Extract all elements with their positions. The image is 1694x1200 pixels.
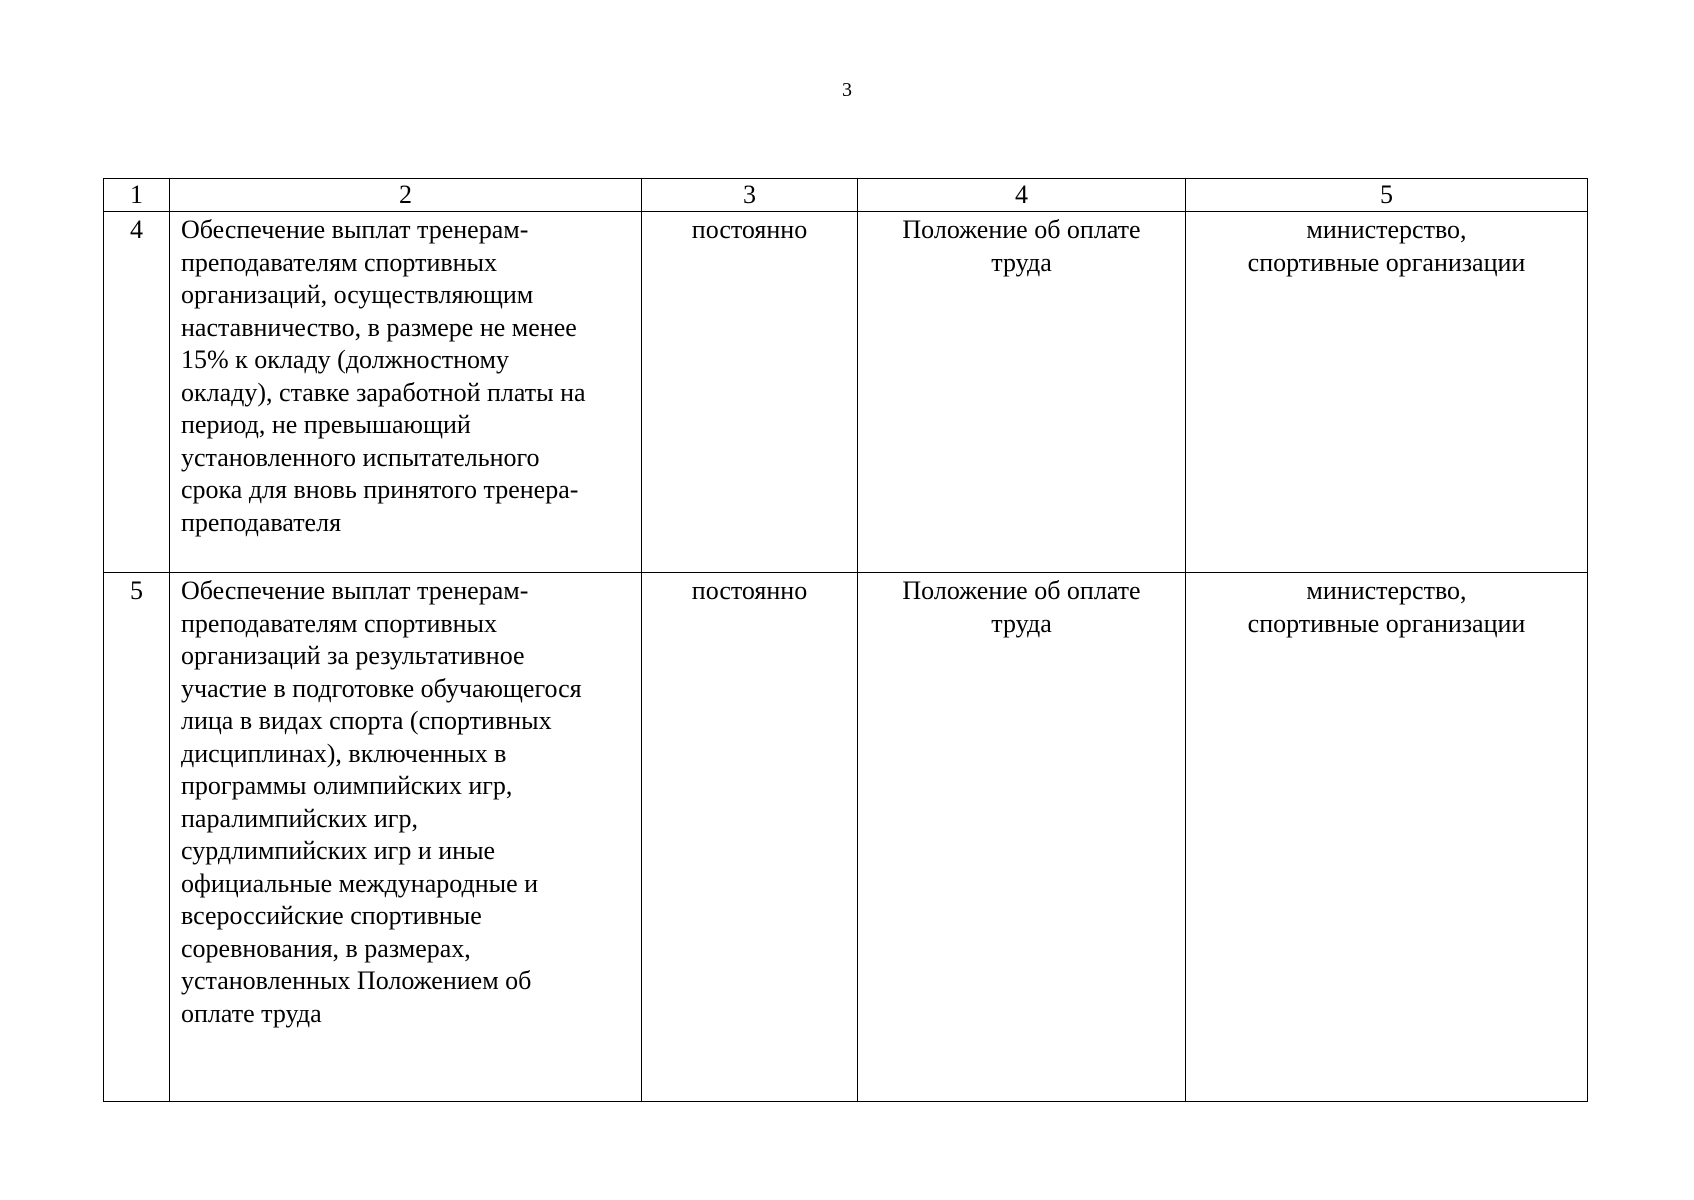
header-cell-2: 2 — [170, 179, 642, 212]
header-cell-4: 4 — [858, 179, 1186, 212]
description-line: преподавателям спортивных — [181, 608, 498, 638]
measure-description — [170, 573, 642, 1102]
row-number: 4 — [104, 212, 170, 573]
table-row — [104, 212, 1588, 573]
document-line: труда — [991, 247, 1052, 277]
measure-description — [170, 212, 642, 573]
responsible — [1186, 212, 1588, 573]
document — [858, 212, 1186, 573]
description-line: срока для вновь принятого тренера- — [181, 475, 579, 504]
responsible-line: спортивные организации — [1247, 247, 1526, 277]
description-line: сурдлимпийских игр и иные — [181, 836, 496, 865]
measures-table — [103, 178, 1588, 1102]
term: постоянно — [642, 212, 858, 573]
header-cell-3: 3 — [642, 179, 858, 212]
responsible-line: министерство, — [1306, 215, 1467, 244]
description-line: преподавателям спортивных — [181, 247, 498, 277]
description-line: организаций за результативное — [181, 641, 525, 670]
description-line: установленных Положением об — [181, 966, 532, 995]
description-line: дисциплинах), включенных в — [181, 738, 507, 768]
header-cell-5: 5 — [1186, 179, 1588, 212]
description-line: официальные международные и — [181, 868, 539, 898]
row-number: 5 — [104, 573, 170, 1102]
description-line: преподавателя — [181, 507, 342, 537]
description-line: установленного испытательного — [181, 442, 540, 472]
responsible-line: спортивные организации — [1247, 608, 1526, 638]
term: постоянно — [642, 573, 858, 1102]
description-line: окладу), ставке заработной платы на — [181, 377, 586, 407]
description-line: наставничество, в размере не менее — [181, 312, 577, 342]
document-line: труда — [991, 608, 1052, 638]
document — [858, 573, 1186, 1102]
document-line: Положение об оплате — [902, 215, 1141, 244]
header-cell-1: 1 — [104, 179, 170, 212]
description-line: соревнования, в размерах, — [181, 933, 471, 963]
description-line: период, не превышающий — [181, 410, 471, 439]
document-line: Положение об оплате — [902, 576, 1141, 605]
description-line: участие в подготовке обучающегося — [181, 673, 582, 703]
table-header-row — [104, 179, 1588, 212]
responsible — [1186, 573, 1588, 1102]
description-line: 15% к окладу (должностному — [181, 345, 509, 374]
description-line: Обеспечение выплат тренерам- — [181, 215, 529, 244]
page-number: 3 — [842, 79, 852, 101]
description-line: всероссийские спортивные — [181, 901, 482, 930]
responsible-line: министерство, — [1306, 576, 1467, 605]
description-line: Обеспечение выплат тренерам- — [181, 576, 529, 605]
table-row — [104, 573, 1588, 1102]
description-line: организаций, осуществляющим — [181, 280, 534, 309]
description-line: паралимпийских игр, — [181, 803, 418, 833]
description-line: программы олимпийских игр, — [181, 771, 513, 800]
description-line: оплате труда — [181, 998, 322, 1028]
description-line: лица в видах спорта (спортивных — [181, 706, 552, 735]
